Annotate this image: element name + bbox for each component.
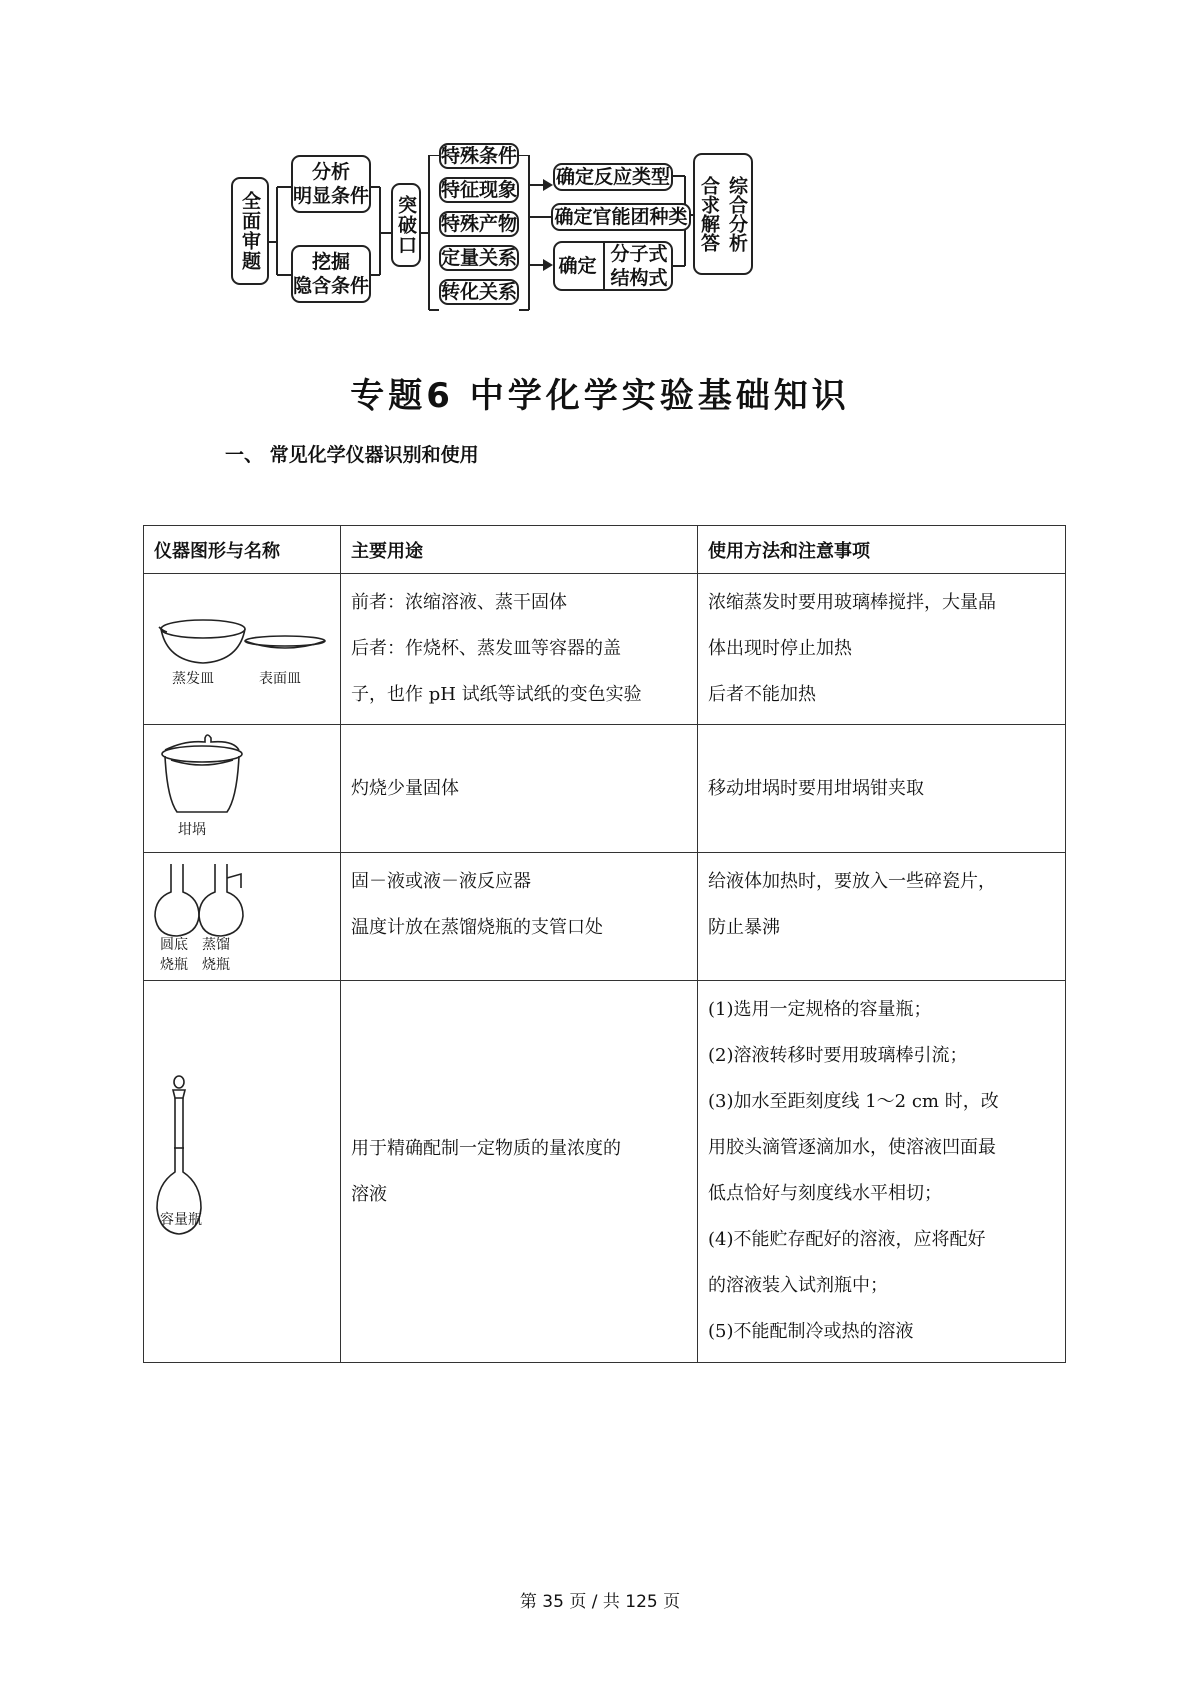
notes-line: 防止暴沸 (708, 917, 780, 938)
table-row (144, 981, 1066, 1363)
instrument-table (143, 525, 1066, 1363)
flasks-picture-cell (144, 853, 341, 981)
clue-box-4 (439, 245, 519, 271)
crucible-picture-cell (144, 725, 341, 853)
use-cell (341, 725, 698, 853)
page-footer: 第 35 页 / 共 125 页 (519, 1592, 681, 1612)
caption-evaporating-dish: 蒸发皿 (172, 671, 214, 687)
use-line: 固－液或液－液反应器 (351, 871, 531, 892)
notes-line: (3)加水至距刻度线 1～2 cm 时，改 (708, 1091, 999, 1112)
table-row (144, 574, 1066, 725)
use-cell (341, 574, 698, 725)
breakthrough-box (391, 183, 421, 267)
table-row (144, 725, 1066, 853)
determine-reaction-box (553, 163, 673, 191)
dig-label-2: 隐含条件 (293, 275, 370, 297)
use-line: 溶液 (351, 1183, 387, 1205)
use-line: 灼烧少量固体 (351, 777, 459, 799)
determine-formula-box (553, 241, 673, 291)
table-header-row (144, 526, 1066, 574)
table-row (144, 853, 1066, 981)
formula-label-1: 分子式 (610, 243, 668, 265)
problem-solving-flowchart (225, 145, 765, 330)
dig-label-1: 挖掘 (311, 251, 350, 273)
evaporating-dish-picture-cell (144, 574, 341, 725)
use-cell (341, 981, 698, 1363)
formula-label-2: 结构式 (610, 267, 668, 289)
section-heading: 一、 常见化学仪器识别和使用 (225, 444, 479, 466)
use-line: 温度计放在蒸馏烧瓶的支管口处 (351, 917, 603, 938)
notes-line: 的溶液装入试剂瓶中； (708, 1275, 888, 1296)
clue-box-1 (439, 143, 519, 169)
review-all-label: 全面审题 (239, 191, 261, 271)
determine-group-box (551, 203, 691, 231)
use-line: 前者：浓缩溶液、蒸干固体 (351, 592, 567, 613)
notes-line: (2)溶液转移时要用玻璃棒引流； (708, 1045, 968, 1066)
caption-round-flask: 圆底烧瓶 (160, 937, 188, 973)
notes-line: 低点恰好与刻度线水平相切； (708, 1183, 942, 1204)
header-use: 主要用途 (341, 526, 698, 574)
final-label-1: 综合分析 (726, 176, 748, 252)
clue-box-5 (439, 279, 519, 305)
notes-cell (698, 574, 1066, 725)
notes-cell (698, 853, 1066, 981)
clue-label-5: 转化关系 (441, 281, 518, 303)
clue-label-2: 特征现象 (441, 179, 518, 201)
dig-conditions-box (291, 245, 371, 303)
page-title: 专题6 中学化学实验基础知识 (350, 376, 850, 416)
clue-label-3: 特殊产物 (441, 213, 518, 235)
clue-box-3 (439, 211, 519, 237)
use-line: 用于精确配制一定物质的量浓度的 (351, 1137, 621, 1159)
notes-line: (4)不能贮存配好的溶液，应将配好 (708, 1229, 986, 1250)
notes-line: 后者不能加热 (708, 684, 816, 705)
notes-line: (5)不能配制冷或热的溶液 (708, 1321, 914, 1342)
clue-label-1: 特殊条件 (441, 145, 518, 167)
crucible-illustration (145, 726, 340, 850)
notes-cell (698, 981, 1066, 1363)
notes-line: 浓缩蒸发时要用玻璃棒搅拌，大量晶 (708, 592, 996, 613)
final-answer-box (693, 153, 753, 275)
review-all-box (231, 177, 269, 285)
notes-line: 移动坩埚时要用坩埚钳夹取 (708, 777, 924, 799)
use-cell (341, 853, 698, 981)
use-line: 子，也作 pH 试纸等试纸的变色实验 (351, 684, 642, 705)
determine-group-label: 确定官能团种类 (554, 206, 688, 228)
notes-cell (698, 725, 1066, 853)
analyze-conditions-box (291, 155, 371, 213)
evaporating-dish-illustration (145, 575, 340, 715)
caption-crucible: 坩埚 (178, 822, 206, 838)
use-line: 后者：作烧杯、蒸发皿等容器的盖 (351, 638, 621, 659)
clue-label-4: 定量关系 (441, 247, 518, 269)
header-notes: 使用方法和注意事项 (698, 526, 1066, 574)
notes-line: 体出现时停止加热 (708, 638, 852, 659)
final-label-2: 合求解答 (698, 176, 720, 252)
notes-line: (1)选用一定规格的容量瓶； (708, 999, 932, 1020)
caption-distilling-flask: 蒸馏烧瓶 (202, 937, 230, 973)
determine-reaction-label: 确定反应类型 (555, 166, 670, 188)
formula-labels (603, 242, 668, 290)
header-instrument: 仪器图形与名称 (144, 526, 341, 574)
clue-box-2 (439, 177, 519, 203)
notes-line: 给液体加热时，要放入一些碎瓷片， (708, 871, 996, 892)
notes-line: 用胶头滴管逐滴加水，使溶液凹面最 (708, 1137, 996, 1158)
caption-watch-glass: 表面皿 (259, 671, 301, 687)
analyze-label-1: 分析 (311, 161, 350, 183)
volumetric-flask-picture-cell (144, 981, 341, 1363)
breakthrough-label: 突破口 (395, 195, 417, 255)
determine-prefix-label: 确定 (558, 255, 597, 277)
volumetric-flask-illustration (145, 1062, 340, 1282)
analyze-label-2: 明显条件 (293, 185, 370, 207)
caption-volumetric-flask: 容量瓶 (160, 1212, 202, 1228)
